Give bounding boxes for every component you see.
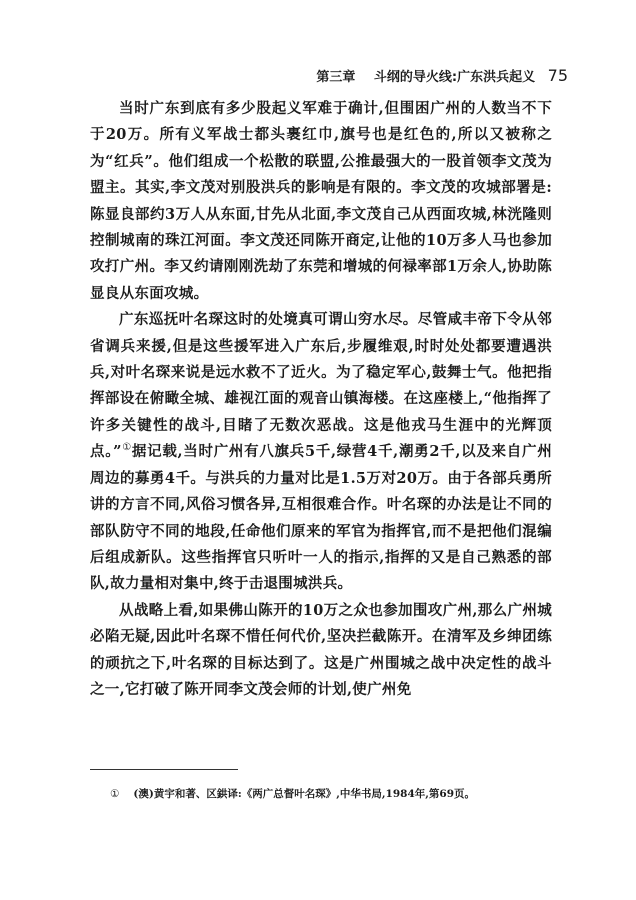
footnote — [110, 786, 550, 801]
chapter-title: 斗纲的导火线:广东洪兵起义 — [373, 70, 536, 85]
body-text — [90, 96, 552, 703]
chapter-label: 第三章 — [316, 70, 356, 85]
footnote-mark: ① — [110, 788, 120, 800]
paragraph-2-part-1: 广东巡抚叶名琛这时的处境真可谓山穷水尽。尽管咸丰帝下令从邻省调兵来援,但是这些援军进入广东后,步履维艰,时时处处都要遭遇洪兵,对叶名琛来说是远水救不了近火。为了稳定军心,鼓舞士气。他把指挥部设在俯瞰全城、雄视江面的观音山镇海楼。在这座楼上,“他指挥了许多关键性的战斗,目睹了无数次恶战。这是他戎马生涯中的光辉顶点。” — [90, 311, 552, 461]
footnote-text: (澳)黄宇和著、区鉷译:《两广总督叶名琛》,中华书局,1984年,第69页。 — [133, 788, 476, 800]
paragraph-2 — [90, 307, 552, 597]
footnote-divider — [90, 769, 238, 770]
paragraph-1: 当时广东到底有多少股起义军难于确计,但围困广州的人数当不下于20万。所有义军战士都头裹红巾,旗号也是红色的,所以又被称之为“红兵”。他们组成一个松散的联盟,公推最强大的一股首领李文茂为盟主。其实,李文茂对别股洪兵的影响是有限的。李文茂的攻城部署是:陈显良部约3万人从东面,甘先从北面,李文茂自己从西面攻城,林洸隆则控制城南的珠江河面。李文茂还同陈开商定,让他的10万多人马也参加攻打广州。李又约请刚刚洗劫了东莞和增城的何禄率部1万余人,协助陈显良从东面攻城。 — [90, 100, 552, 302]
running-header — [90, 66, 568, 88]
paragraph-3: 从战略上看,如果佛山陈开的10万之众也参加围攻广州,那么广州城必陷无疑,因此叶名琛不惜任何代价,坚决拦截陈开。在清军及乡绅团练的顽抗之下,叶名琛的目标达到了。这是广州围城之战中决定性的战斗之一,它打破了陈开同李文茂会师的计划,使广州免 — [90, 601, 552, 698]
page-number: 75 — [547, 66, 568, 85]
paragraph-2-part-2: 据记载,当时广州有八旗兵5千,绿营4千,潮勇2千,以及来自广州周边的募勇4千。与洪兵的力量对比是1.5万对20万。由于各部兵勇所讲的方言不同,风俗习惯各异,互相很难合作。叶名琛的办法是让不同的部队防守不同的地段,任命他们原来的军官为指挥官,而不是把他们混编后组成新队。这些指挥官只听叶一人的指示,指挥的又是自己熟悉的部队,故力量相对集中,终于击退围城洪兵。 — [90, 443, 552, 593]
footnote-reference[interactable]: ① — [121, 442, 132, 454]
